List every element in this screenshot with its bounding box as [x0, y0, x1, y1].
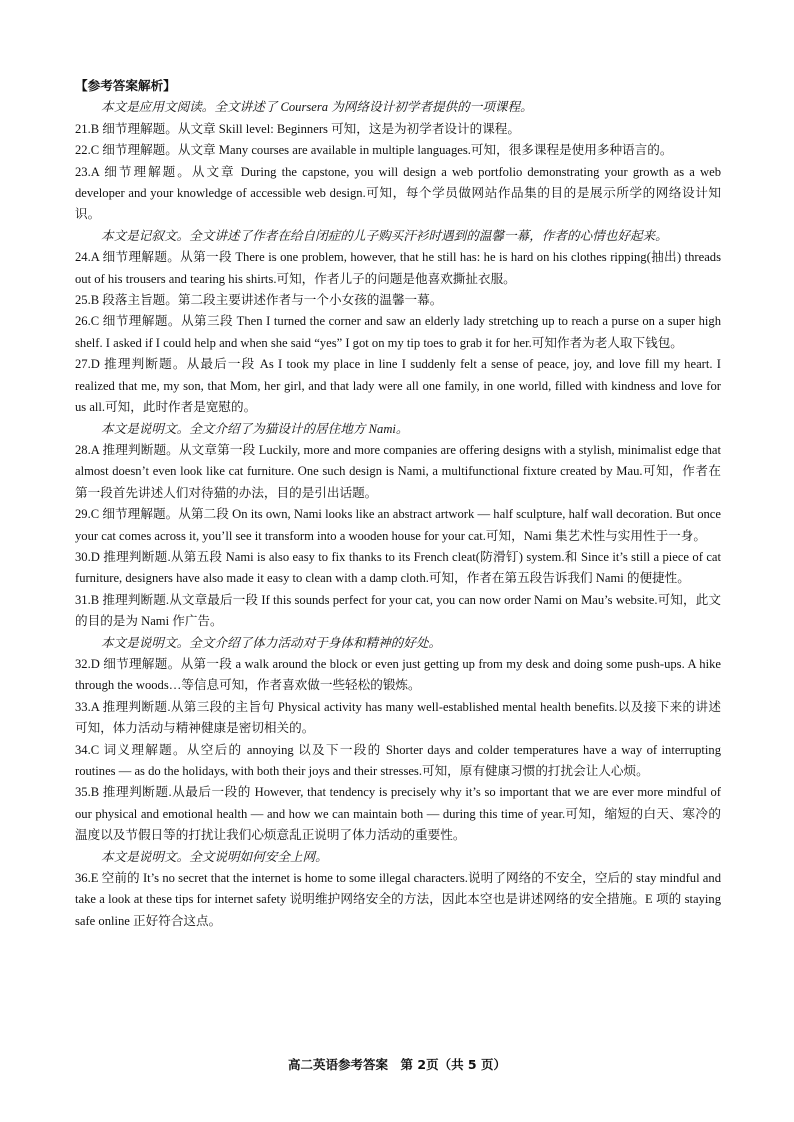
answer-item: 26.C 细节理解题。从第三段 Then I turned the corner and saw an elderly lady stretching up to reach a purse on a super high shelf. I asked if I could help and when she said “yes” I got on my tip toes to grab it for her.可知作者为老人取下钱包。 — [75, 314, 721, 350]
answer-item: 33.A 推理判断题.从第三段的主旨句 Physical activity has many well-established mental health benefits.以及接下来的讲述可知，体力活动与精神健康是密切相关的。 — [75, 699, 721, 736]
page-footer: 高二英语参考答案 第 2页（共 5 页） — [288, 1057, 506, 1072]
section-intro: 本文是说明文。全文说明如何安全上网。 — [101, 849, 328, 864]
section-intro: 本文是说明文。全文介绍了为猫设计的居住地方 Nami。 — [101, 421, 409, 436]
answer-item: 30.D 推理判断题.从第五段 Nami is also easy to fix thanks to its French cleat(防滑钉) system.和 Since it’s still a piece of cat furniture, designers have also made it easy to clean with a damp cloth.可知，作者在第五段告诉我们 Nami 的便捷性。 — [75, 549, 721, 586]
section-intro: 本文是说明文。全文介绍了体力活动对于身体和精神的好处。 — [101, 635, 442, 650]
answer-document — [75, 76, 721, 932]
answer-item: 36.E 空前的 It’s no secret that the internet is home to some illegal characters.说明了网络的不安全，空后的 stay mindful and take a look at these tips for internet safety 说明维护网络安全的方法，因此本空也是讲述网络的安全措施。E 项的 staying safe online 正好符合这点。 — [75, 871, 721, 928]
section-intro: 本文是应用文阅读。全文讲述了 Coursera 为网络设计初学者提供的一项课程。 — [101, 100, 533, 115]
answer-item: 23.A 细节理解题。从文章 During the capstone, you will design a web portfolio demonstrating your growth as a web developer and your knowledge of accessible web design.可知，每个学员做网站作品集的目的是展示所学的网络设计知识。 — [75, 164, 721, 222]
answer-item: 35.B 推理判断题.从最后一段的 However, that tendency is precisely why it’s so important that we are ever more mindful of our physical and emotional health — and how we can maintain both — during this time of year.可知，缩短的白天、寒冷的温度以及节假日等的打扰让我们心烦意乱正说明了体力活动的重要性。 — [75, 785, 721, 843]
answer-item: 21.B 细节理解题。从文章 Skill level: Beginners 可知，这是为初学者设计的课程。 — [75, 121, 520, 136]
answer-item: 27.D 推理判断题。从最后一段 As I took my place in line I suddenly felt a sense of peace, joy, and love fill my heart. I realized that me, my son, that Mom, her girl, and that lady were all one family, in one world, filled with kindness and love for us all.可知，此时作者是宽慰的。 — [75, 357, 721, 415]
document-title: 【参考答案解析】 — [75, 79, 176, 93]
answer-item: 34.C 词义理解题。从空后的 annoying 以及下一段的 Shorter days and colder temperatures have a way of interrupting routines — as do the holidays, with both their joys and their stresses.可知，原有健康习惯的打扰会让人心烦。 — [75, 742, 721, 778]
answer-item: 22.C 细节理解题。从文章 Many courses are available in multiple languages.可知，很多课程是使用多种语言的。 — [75, 143, 673, 158]
section-intro: 本文是记叙文。全文讲述了作者在给自闭症的儿子购买汗衫时遇到的温馨一幕，作者的心情也好起来。 — [101, 228, 668, 243]
answer-item: 32.D 细节理解题。从第一段 a walk around the block or even just getting up from my desk and doing some push-ups. A hike through the woods…等信息可知，作者喜欢做一些轻松的锻炼。 — [75, 656, 721, 693]
answer-item: 24.A 细节理解题。从第一段 There is one problem, however, that he still has: he is hard on his clothes ripping(抽出) threads out of his trousers and tearing his shirts.可知，作者儿子的问题是他喜欢撕扯衣服。 — [75, 250, 721, 286]
answer-item: 31.B 推理判断题.从文章最后一段 If this sounds perfect for your cat, you can now order Nami on Mau’s website.可知，此文的目的是为 Nami 作广告。 — [75, 592, 721, 629]
answer-item: 28.A 推理判断题。从文章第一段 Luckily, more and more companies are offering designs with a stylish, minimalist edge that almost doesn’t even look like cat furniture. One such design is Nami, a multifunctional fixture created by Mau.可知，作者在第一段首先讲述人们对待猫的办法，目的是引出话题。 — [75, 442, 721, 500]
answer-item: 29.C 细节理解题。从第二段 On its own, Nami looks like an abstract artwork — half sculpture, half wall decoration. But once your cat comes across it, you’ll see it transform into a wooden house for your cat.可知，Nami 集艺术性与实用性于一身。 — [75, 507, 721, 543]
answer-item: 25.B 段落主旨题。第二段主要讲述作者与一个小女孩的温馨一幕。 — [75, 293, 443, 308]
